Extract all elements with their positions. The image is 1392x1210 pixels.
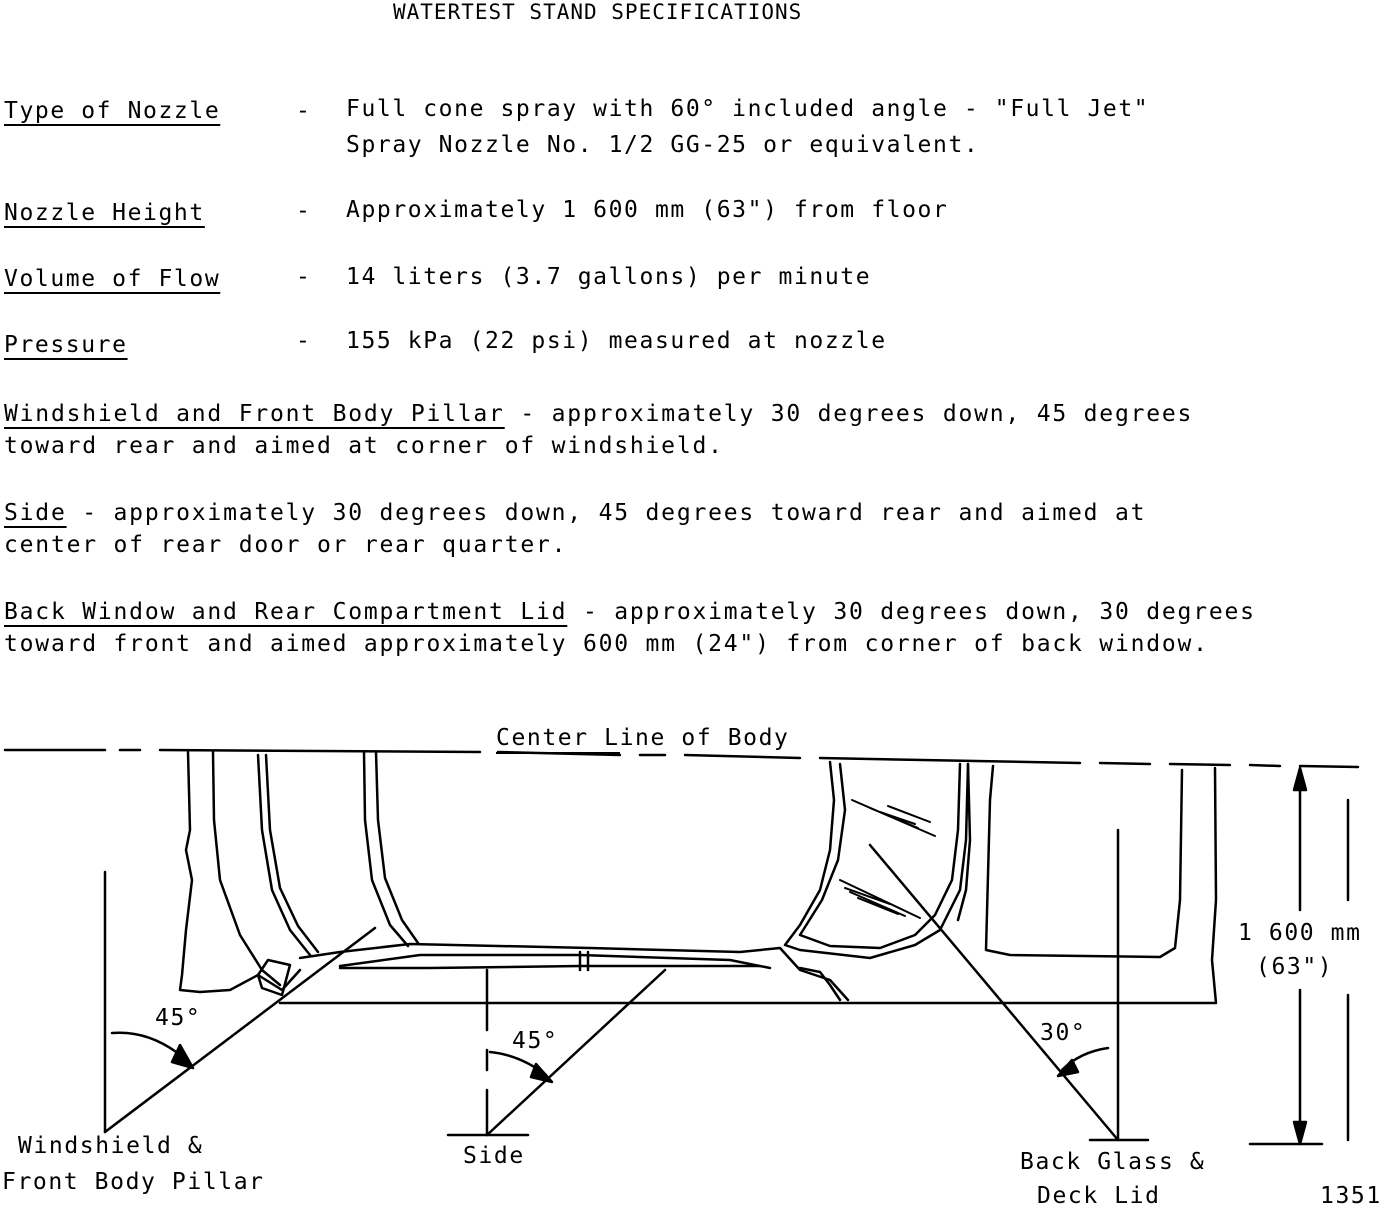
angle-label-side: 45° (512, 1028, 559, 1054)
spec-dash: - (296, 198, 310, 224)
spec-label-volume-of-flow: Volume of Flow (4, 266, 221, 292)
paragraph-text: - approximately 30 degrees down, 30 degrees (567, 599, 1256, 625)
windshield-edge (376, 752, 418, 943)
spec-label-nozzle-type: Type of Nozzle (4, 98, 221, 124)
label-side: Side (463, 1143, 525, 1169)
paragraph-text: toward front and aimed approximately 600 mm (24") from corner of back window. (4, 631, 1209, 657)
glass-reflection (840, 800, 935, 918)
height-inches-label: (63") (1256, 954, 1334, 980)
arrowhead (1058, 1060, 1078, 1076)
spec-value-nozzle-type-line2: Spray Nozzle No. 1/2 GG-25 or equivalent. (346, 132, 980, 158)
spec-dash: - (296, 328, 310, 354)
paragraph-text: toward rear and aimed at corner of windshield. (4, 433, 724, 459)
label-back-line2: Deck Lid (1037, 1183, 1161, 1209)
spec-label-nozzle-height: Nozzle Height (4, 200, 205, 226)
front-pillar-outline (180, 752, 300, 992)
paragraph-heading: Side (4, 500, 67, 526)
spec-value-pressure: 155 kPa (22 psi) measured at nozzle (346, 328, 887, 354)
rocker-inner (340, 966, 760, 968)
paragraph-text: center of rear door or rear quarter. (4, 532, 568, 558)
paragraph-heading: Back Window and Rear Compartment Lid (4, 599, 568, 625)
spray-line-back (870, 845, 1118, 1140)
spec-value-nozzle-height: Approximately 1 600 mm (63") from floor (346, 197, 949, 223)
spray-line-front (105, 928, 375, 1132)
paragraph-text: - approximately 30 degrees down, 45 degrees toward rear and aimed at (66, 500, 1147, 526)
arrowhead (531, 1064, 552, 1082)
spec-dash: - (296, 264, 310, 290)
height-label: 1 600 mm (1238, 920, 1362, 946)
rear-quarter-edge (1212, 768, 1216, 1003)
page-title: WATERTEST STAND SPECIFICATIONS (393, 0, 803, 24)
center-line (5, 750, 1358, 767)
rocker-top (300, 944, 848, 1000)
arrowhead (1294, 768, 1306, 790)
spec-label-pressure: Pressure (4, 332, 128, 358)
deck-panel (986, 766, 1182, 957)
label-back-line1: Back Glass & (1020, 1149, 1206, 1175)
paragraph-heading: Windshield and Front Body Pillar (4, 401, 505, 427)
front-pillar-inner (213, 752, 280, 985)
center-line-label: Center Line of Body (496, 725, 790, 751)
label-front-line2: Front Body Pillar (2, 1169, 265, 1195)
spec-value-volume-of-flow: 14 liters (3.7 gallons) per minute (346, 264, 872, 290)
angle-label-front: 45° (155, 1005, 202, 1031)
arrowhead (1294, 1122, 1306, 1144)
front-pillar-edge (266, 755, 318, 952)
arrowhead (172, 1045, 193, 1068)
spec-value-nozzle-type-line1: Full cone spray with 60° included angle - "Full Jet" (346, 96, 1150, 122)
page-number: 1351 (1320, 1183, 1382, 1209)
spec-dash: - (296, 98, 310, 124)
angle-arc-front (112, 1033, 184, 1058)
front-pillar-edge (258, 755, 310, 955)
paragraph-text: - approximately 30 degrees down, 45 degrees (504, 401, 1194, 427)
label-front-line1: Windshield & (18, 1133, 204, 1159)
angle-label-back: 30° (1040, 1020, 1087, 1046)
